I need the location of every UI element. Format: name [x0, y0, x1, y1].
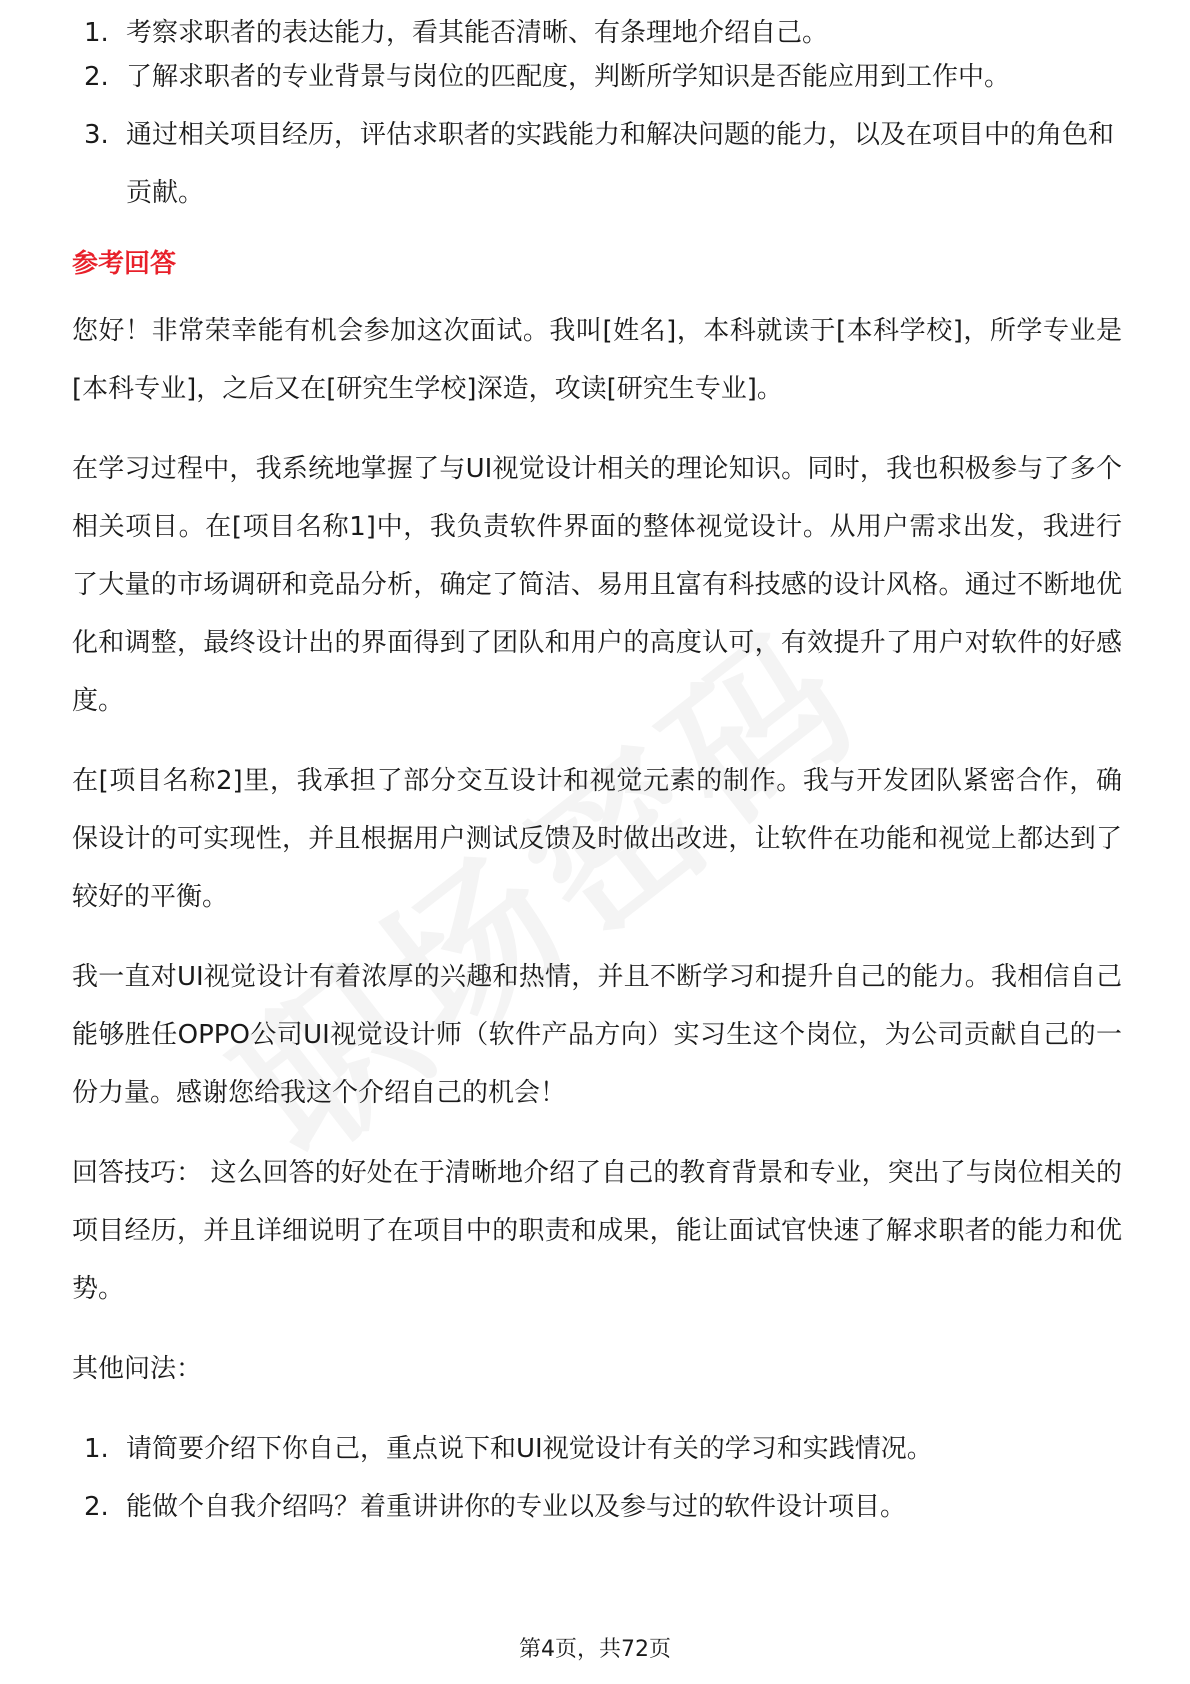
list-number: 3.	[84, 120, 109, 150]
list-number: 2.	[84, 1492, 109, 1522]
answer-heading: 参考回答	[72, 249, 177, 279]
list-text: 考察求职者的表达能力，看其能否清晰、有条理地介绍自己。	[126, 18, 829, 48]
list-text: 请简要介绍下你自己，重点说下和UI视觉设计有关的学习和实践情况。	[126, 1434, 933, 1464]
paragraph: 您好！非常荣幸能有机会参加这次面试。我叫[姓名]，本科就读于[本科学校]，所学专业是[本科专业]，之后又在[研究生学校]深造，攻读[研究生专业]。	[72, 316, 1122, 404]
page-content	[72, 18, 1122, 1536]
list-text: 了解求职者的专业背景与岗位的匹配度，判断所学知识是否能应用到工作中。	[126, 62, 1011, 92]
list-item	[72, 1420, 1122, 1478]
page-footer: 第4页，共72页	[519, 1637, 671, 1662]
list-item	[72, 4, 1122, 48]
answer-tips: 回答技巧： 这么回答的好处在于清晰地介绍了自己的教育背景和专业，突出了与岗位相关的项目经历，并且详细说明了在项目中的职责和成果，能让面试官快速了解求职者的能力和优势。	[72, 1158, 1122, 1304]
list-item	[72, 1478, 1122, 1536]
list-text: 通过相关项目经历，评估求职者的实践能力和解决问题的能力，以及在项目中的角色和贡献。	[126, 120, 1115, 208]
intro-list	[72, 4, 1122, 222]
list-number: 2.	[84, 62, 109, 92]
list-text: 能做个自我介绍吗？着重讲讲你的专业以及参与过的软件设计项目。	[126, 1492, 907, 1522]
list-item	[72, 106, 1122, 222]
other-questions-list	[72, 1420, 1122, 1536]
paragraph: 在[项目名称2]里，我承担了部分交互设计和视觉元素的制作。我与开发团队紧密合作，确保设计的可实现性，并且根据用户测试反馈及时做出改进，让软件在功能和视觉上都达到了较好的平衡。	[72, 766, 1122, 912]
paragraph: 在学习过程中，我系统地掌握了与UI视觉设计相关的理论知识。同时，我也积极参与了多个相关项目。在[项目名称1]中，我负责软件界面的整体视觉设计。从用户需求出发，我进行了大量的市场调研和竞品分析，确定了简洁、易用且富有科技感的设计风格。通过不断地优化和调整，最终设计出的界面得到了团队和用户的高度认可，有效提升了用户对软件的好感度。	[72, 454, 1122, 716]
paragraph: 我一直对UI视觉设计有着浓厚的兴趣和热情，并且不断学习和提升自己的能力。我相信自己能够胜任OPPO公司UI视觉设计师（软件产品方向）实习生这个岗位，为公司贡献自己的一份力量。感谢您给我这个介绍自己的机会！	[72, 962, 1122, 1108]
other-questions-heading: 其他问法：	[72, 1354, 203, 1384]
list-number: 1.	[84, 1434, 109, 1464]
list-number: 1.	[84, 18, 109, 48]
list-item	[72, 48, 1122, 106]
